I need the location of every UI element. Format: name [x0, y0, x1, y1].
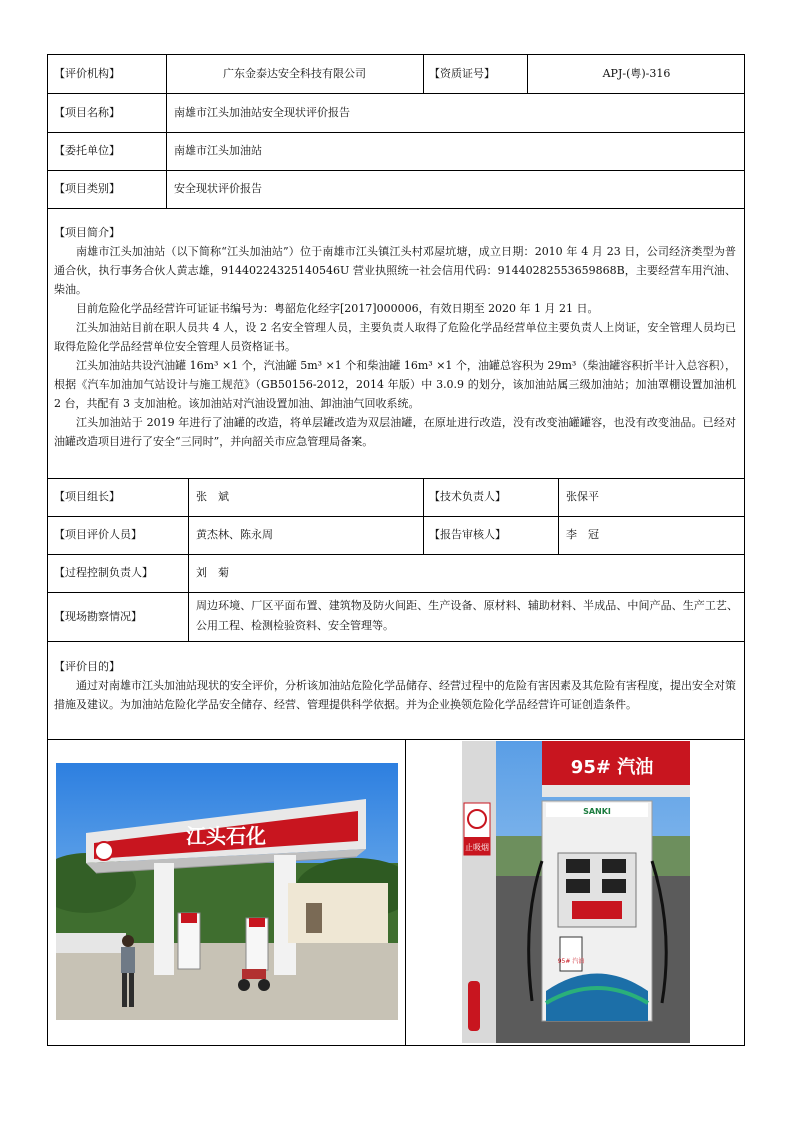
intro-paragraph: 江头加油站于 2019 年进行了油罐的改造，将单层罐改造为双层油罐，在原址进行改造，没有改变油罐罐容，也没有改变油品。已经对油罐改造项目进行了安全“三同时”，并向韶关市应急管理局备案。 [54, 416, 736, 448]
nozzle-label: 95# 汽油 [557, 958, 585, 965]
no-smoking-text: 止吸烟 [465, 843, 489, 852]
gas-station-canopy-photo [56, 763, 398, 1020]
org-value: 广东金泰达安全科技有限公司 [223, 67, 366, 80]
reviewer-label: 【报告审核人】 [429, 528, 506, 541]
tech-lead-label: 【技术负责人】 [429, 490, 506, 503]
row-divider [48, 739, 744, 740]
evaluation-purpose [54, 657, 736, 714]
canopy-sign-text: 江头石化 [186, 824, 266, 848]
tech-lead-value: 张保平 [566, 490, 599, 503]
client-label: 【委托单位】 [54, 144, 120, 157]
report-cover-table [47, 54, 745, 1046]
intro-paragraph: 江头加油站目前在职人员共 4 人，设 2 名安全管理人员，主要负责人取得了危险化学品经营单位主要负责人上岗证，安全管理人员均已取得危险化学品经营单位安全管理人员资格证书。 [54, 321, 736, 353]
intro-paragraph: 南雄市江头加油站（以下简称“江头加油站”）位于南雄市江头镇江头村邓屋坑塘，成立日期：2010 年 4 月 23 日，公司经济类型为普通合伙，执行事务合伙人黄志雄，91440224325140546U 营业执照统一社会信用代码：91440282553659868B，主要经营车用汽油、柴油。 [54, 245, 736, 296]
process-control-label: 【过程控制负责人】 [54, 566, 153, 579]
col-divider [405, 739, 406, 1045]
evaluators-label: 【项目评价人员】 [54, 528, 142, 541]
price-sign-text: 95# 汽油 [570, 757, 654, 778]
category-value: 安全现状评价报告 [174, 182, 262, 195]
leader-value: 张 斌 [196, 490, 229, 503]
evaluators-value: 黄杰林、陈永周 [196, 528, 273, 541]
purpose-text: 通过对南雄市江头加油站现状的安全评价，分析该加油站危险化学品储存、经营过程中的危险有害因素及其危险有害程度，提出安全对策措施及建议。为加油站危险化学品安全储存、经营、管理提供科学依据。并为企业换领危险化学品经营许可证创造条件。 [54, 679, 736, 711]
process-control-value: 刘 菊 [196, 566, 229, 579]
client-value: 南雄市江头加油站 [174, 144, 262, 157]
fuel-dispenser-photo [462, 741, 690, 1043]
cert-label: 【资质证号】 [429, 67, 495, 80]
org-label: 【评价机构】 [54, 67, 120, 80]
site-survey-value: 周边环境、厂区平面布置、建筑物及防火间距、生产设备、原材料、辅助材料、半成品、中间产品、生产工艺、公用工程、检测检验资料、安全管理等。 [196, 599, 738, 632]
reviewer-value: 李 冠 [566, 528, 599, 541]
site-survey-label: 【现场勘察情况】 [54, 609, 142, 623]
intro-paragraph: 目前危险化学品经营许可证证书编号为：粤韶危化经字[2017]000006，有效日期至 2020 年 1 月 21 日。 [76, 302, 599, 315]
project-name-label: 【项目名称】 [54, 105, 120, 119]
project-name-value: 南雄市江头加油站安全现状评价报告 [174, 105, 350, 119]
intro-paragraph: 江头加油站共设汽油罐 16m³ ×1 个，汽油罐 5m³ ×1 个和柴油罐 16m³ ×1 个，油罐总容积为 29m³（柴油罐容积折半计入总容积），根据《汽车加油加气站设计与施工规范》（GB50156-2012，2014 年版）中 3.0.9 的划分，该加油站属三级加油站；加油罩棚设置加油机 2 台，共配有 3 支加油枪。该加油站对汽油设置加油、卸油油气回收系统。 [54, 359, 736, 410]
intro-heading: 【项目简介】 [54, 226, 120, 239]
row-divider [48, 208, 744, 209]
row-divider [48, 641, 744, 642]
project-intro [54, 223, 736, 451]
purpose-heading: 【评价目的】 [54, 660, 120, 673]
cert-value: APJ-(粤)-316 [602, 67, 671, 80]
category-label: 【项目类别】 [54, 182, 120, 195]
dispenser-brand-text: SANKI [583, 807, 611, 816]
leader-label: 【项目组长】 [54, 490, 120, 503]
